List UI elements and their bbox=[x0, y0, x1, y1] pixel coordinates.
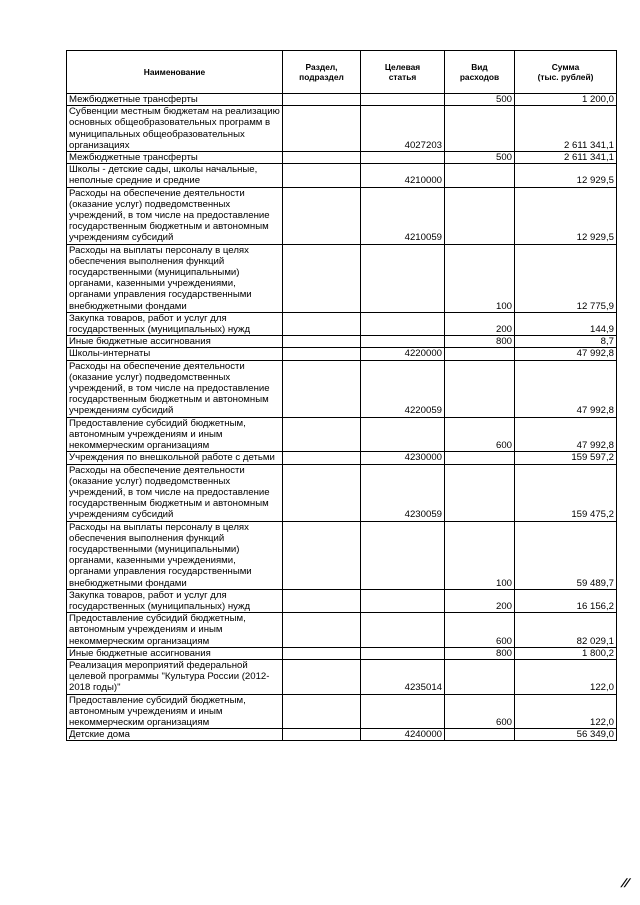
row-name-cell: Расходы на обеспечение деятельности (оказание услуг) подведомственных учреждений, в том числе на предоставление государственным бюджетным и автономным учреждениям субсидий bbox=[67, 187, 283, 244]
row-expense-type-cell bbox=[445, 659, 515, 694]
row-name-cell: Иные бюджетные ассигнования bbox=[67, 336, 283, 348]
row-sum-cell: 2 611 341,1 bbox=[515, 152, 617, 164]
row-sum-cell: 12 929,5 bbox=[515, 164, 617, 187]
row-expense-type-cell: 800 bbox=[445, 336, 515, 348]
row-sum-cell: 122,0 bbox=[515, 659, 617, 694]
row-expense-type-cell bbox=[445, 360, 515, 417]
header-name: Наименование bbox=[67, 51, 283, 94]
row-name-cell: Расходы на обеспечение деятельности (оказание услуг) подведомственных учреждений, в том числе на предоставление государственным бюджетным и автономным учреждениям субсидий bbox=[67, 464, 283, 521]
table-row bbox=[67, 589, 617, 612]
row-sum-cell: 144,9 bbox=[515, 312, 617, 335]
row-expense-type-cell bbox=[445, 452, 515, 464]
row-name-cell: Учреждения по внешкольной работе с детьми bbox=[67, 452, 283, 464]
row-name-cell: Расходы на выплаты персоналу в целях обеспечения выполнения функций государственными (муниципальными) органами, казенными учреждениями, органами управления государственными внебюджетными фондами bbox=[67, 244, 283, 312]
row-target-code-cell bbox=[361, 336, 445, 348]
table-header-row bbox=[67, 51, 617, 94]
row-name-cell: Реализация мероприятий федеральной целевой программы "Культура России (2012-2018 годы)" bbox=[67, 659, 283, 694]
row-expense-type-cell bbox=[445, 348, 515, 360]
page-mark: // bbox=[619, 876, 631, 890]
row-sum-cell: 59 489,7 bbox=[515, 521, 617, 589]
row-target-code-cell: 4027203 bbox=[361, 106, 445, 152]
row-target-code-cell: 4210059 bbox=[361, 187, 445, 244]
row-name-cell: Предоставление субсидий бюджетным, автономным учреждениям и иным некоммерческим организациям bbox=[67, 694, 283, 729]
row-sum-cell: 12 775,9 bbox=[515, 244, 617, 312]
row-section-cell bbox=[283, 360, 361, 417]
row-expense-type-cell: 600 bbox=[445, 694, 515, 729]
row-expense-type-cell: 200 bbox=[445, 589, 515, 612]
header-sum: Сумма (тыс. рублей) bbox=[515, 51, 617, 94]
row-sum-cell: 56 349,0 bbox=[515, 729, 617, 741]
row-sum-cell: 1 800,2 bbox=[515, 647, 617, 659]
header-target: Целевая статья bbox=[361, 51, 445, 94]
row-target-code-cell: 4220059 bbox=[361, 360, 445, 417]
table-row bbox=[67, 647, 617, 659]
row-name-cell: Субвенции местным бюджетам на реализацию основных общеобразовательных программ в муниципальных общеобразовательных организациях bbox=[67, 106, 283, 152]
row-expense-type-cell: 500 bbox=[445, 94, 515, 106]
row-target-code-cell bbox=[361, 94, 445, 106]
row-name-cell: Межбюджетные трансферты bbox=[67, 94, 283, 106]
table-row bbox=[67, 613, 617, 648]
row-target-code-cell: 4230000 bbox=[361, 452, 445, 464]
row-sum-cell: 2 611 341,1 bbox=[515, 106, 617, 152]
row-expense-type-cell: 800 bbox=[445, 647, 515, 659]
row-name-cell: Расходы на обеспечение деятельности (оказание услуг) подведомственных учреждений, в том числе на предоставление государственным бюджетным и автономным учреждениям субсидий bbox=[67, 360, 283, 417]
table-row bbox=[67, 659, 617, 694]
row-name-cell: Детские дома bbox=[67, 729, 283, 741]
row-section-cell bbox=[283, 464, 361, 521]
row-target-code-cell: 4240000 bbox=[361, 729, 445, 741]
row-expense-type-cell bbox=[445, 187, 515, 244]
row-target-code-cell: 4220000 bbox=[361, 348, 445, 360]
row-sum-cell: 47 992,8 bbox=[515, 417, 617, 452]
budget-table bbox=[66, 50, 617, 741]
row-section-cell bbox=[283, 152, 361, 164]
row-target-code-cell bbox=[361, 521, 445, 589]
row-name-cell: Иные бюджетные ассигнования bbox=[67, 647, 283, 659]
table-row bbox=[67, 164, 617, 187]
row-expense-type-cell bbox=[445, 106, 515, 152]
row-section-cell bbox=[283, 336, 361, 348]
row-target-code-cell bbox=[361, 694, 445, 729]
table-row bbox=[67, 94, 617, 106]
row-name-cell: Школы-интернаты bbox=[67, 348, 283, 360]
row-target-code-cell bbox=[361, 647, 445, 659]
row-name-cell: Школы - детские сады, школы начальные, неполные средние и средние bbox=[67, 164, 283, 187]
row-section-cell bbox=[283, 164, 361, 187]
header-type: Вид расходов bbox=[445, 51, 515, 94]
table-row bbox=[67, 521, 617, 589]
row-section-cell bbox=[283, 613, 361, 648]
row-target-code-cell: 4235014 bbox=[361, 659, 445, 694]
row-target-code-cell bbox=[361, 312, 445, 335]
row-expense-type-cell: 500 bbox=[445, 152, 515, 164]
row-sum-cell: 159 597,2 bbox=[515, 452, 617, 464]
row-section-cell bbox=[283, 589, 361, 612]
table-row bbox=[67, 452, 617, 464]
table-row bbox=[67, 464, 617, 521]
row-expense-type-cell bbox=[445, 164, 515, 187]
row-target-code-cell bbox=[361, 244, 445, 312]
table-row bbox=[67, 417, 617, 452]
row-sum-cell: 159 475,2 bbox=[515, 464, 617, 521]
row-expense-type-cell: 100 bbox=[445, 244, 515, 312]
row-sum-cell: 122,0 bbox=[515, 694, 617, 729]
row-expense-type-cell bbox=[445, 464, 515, 521]
table-row bbox=[67, 312, 617, 335]
row-section-cell bbox=[283, 521, 361, 589]
header-section: Раздел, подраздел bbox=[283, 51, 361, 94]
table-row bbox=[67, 360, 617, 417]
row-section-cell bbox=[283, 647, 361, 659]
row-sum-cell: 12 929,5 bbox=[515, 187, 617, 244]
table-row bbox=[67, 729, 617, 741]
table-row bbox=[67, 187, 617, 244]
row-expense-type-cell: 600 bbox=[445, 417, 515, 452]
row-name-cell: Закупка товаров, работ и услуг для государственных (муниципальных) нужд bbox=[67, 589, 283, 612]
row-target-code-cell bbox=[361, 152, 445, 164]
table-row bbox=[67, 694, 617, 729]
row-expense-type-cell: 100 bbox=[445, 521, 515, 589]
row-section-cell bbox=[283, 244, 361, 312]
row-section-cell bbox=[283, 659, 361, 694]
row-expense-type-cell: 600 bbox=[445, 613, 515, 648]
row-target-code-cell bbox=[361, 417, 445, 452]
row-target-code-cell: 4210000 bbox=[361, 164, 445, 187]
row-section-cell bbox=[283, 452, 361, 464]
row-name-cell: Межбюджетные трансферты bbox=[67, 152, 283, 164]
row-name-cell: Предоставление субсидий бюджетным, автономным учреждениям и иным некоммерческим организациям bbox=[67, 417, 283, 452]
row-target-code-cell: 4230059 bbox=[361, 464, 445, 521]
row-sum-cell: 82 029,1 bbox=[515, 613, 617, 648]
row-section-cell bbox=[283, 106, 361, 152]
table-row bbox=[67, 348, 617, 360]
row-section-cell bbox=[283, 94, 361, 106]
table-row bbox=[67, 336, 617, 348]
row-expense-type-cell: 200 bbox=[445, 312, 515, 335]
row-sum-cell: 47 992,8 bbox=[515, 348, 617, 360]
row-section-cell bbox=[283, 187, 361, 244]
row-target-code-cell bbox=[361, 613, 445, 648]
row-sum-cell: 1 200,0 bbox=[515, 94, 617, 106]
row-target-code-cell bbox=[361, 589, 445, 612]
row-name-cell: Расходы на выплаты персоналу в целях обеспечения выполнения функций государственными (муниципальными) органами, казенными учреждениями, органами управления государственными внебюджетными фондами bbox=[67, 521, 283, 589]
table-row bbox=[67, 106, 617, 152]
table-row bbox=[67, 244, 617, 312]
row-section-cell bbox=[283, 348, 361, 360]
row-name-cell: Закупка товаров, работ и услуг для государственных (муниципальных) нужд bbox=[67, 312, 283, 335]
row-sum-cell: 8,7 bbox=[515, 336, 617, 348]
row-name-cell: Предоставление субсидий бюджетным, автономным учреждениям и иным некоммерческим организациям bbox=[67, 613, 283, 648]
row-section-cell bbox=[283, 729, 361, 741]
row-section-cell bbox=[283, 312, 361, 335]
row-sum-cell: 47 992,8 bbox=[515, 360, 617, 417]
row-section-cell bbox=[283, 694, 361, 729]
row-sum-cell: 16 156,2 bbox=[515, 589, 617, 612]
row-expense-type-cell bbox=[445, 729, 515, 741]
table-row bbox=[67, 152, 617, 164]
row-section-cell bbox=[283, 417, 361, 452]
